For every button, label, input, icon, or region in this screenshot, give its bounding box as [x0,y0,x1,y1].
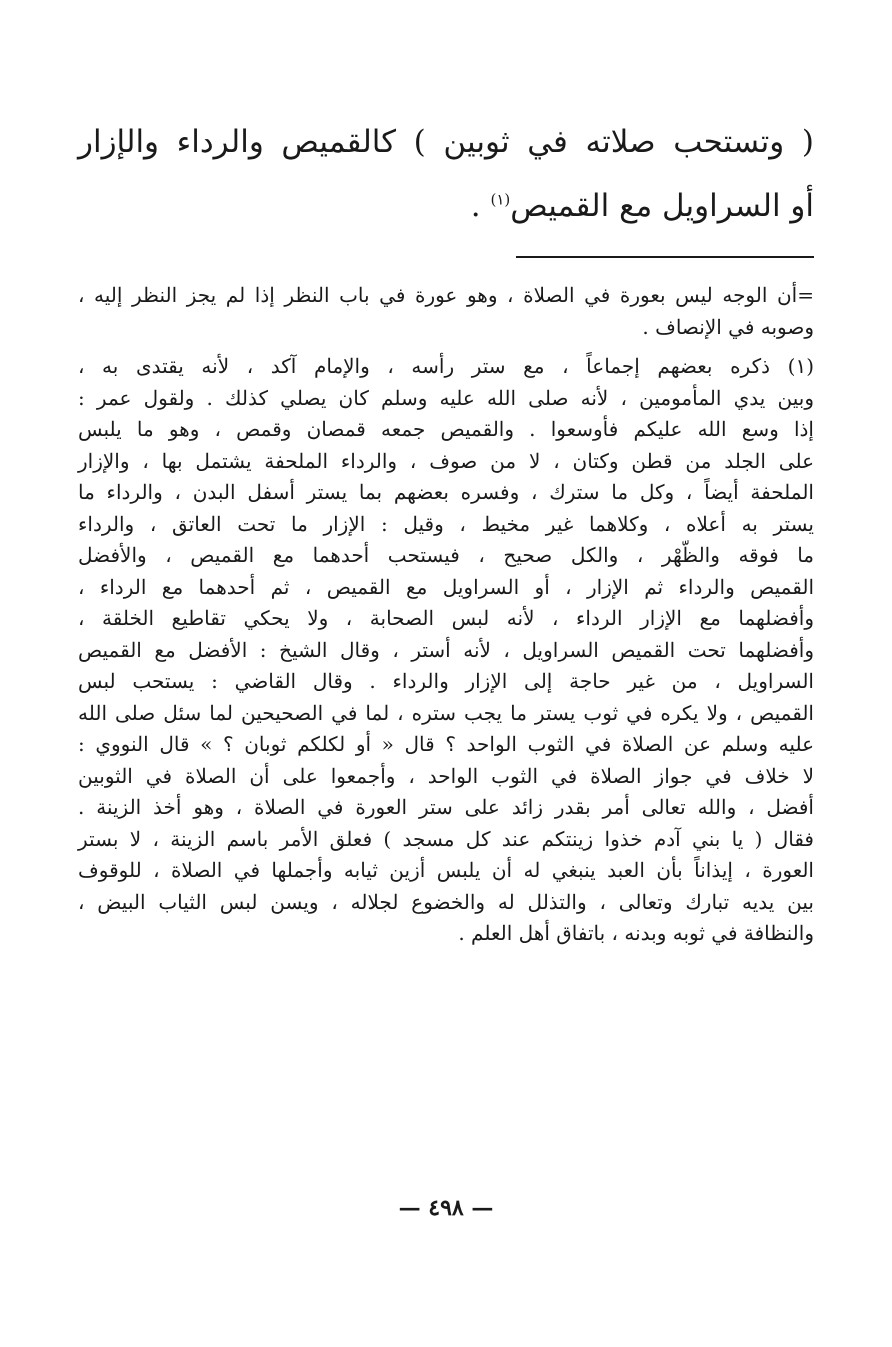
footnote-line: على الجلد من قطن وكتان ، لا من صوف ، والرداء الملحفة يشتمل بها ، والإزار [78,448,814,473]
footnote-gap [78,343,814,351]
main-text-line-1: ( وتستحب صلاته في ثوبين ) كالقميص والرداء والإزار [78,124,814,160]
footnote-line: لا خلاف في جواز الصلاة في الثوب الواحد ، وأجمعوا على أن الصلاة في الثوبين [78,763,814,788]
footnote-line: القميص ، ولا يكره في ثوب يستر ما يجب ستره ، لما في الصحيحين لما سئل صلى الله [78,700,814,725]
footnote-line: فقال ( يا بني آدم خذوا زينتكم عند كل مسجد ) فعلق الأمر باسم الزينة ، لا بستر [78,826,814,851]
main-text-line-2 [78,174,814,238]
footnote-line: الملحفة أيضاً ، وكل ما سترك ، وفسره بعضهم بما يستر أسفل البدن ، والرداء ما [78,480,814,504]
footnote-line: إذا وسع الله عليكم فأوسعوا . والقميص جمعه قمصان وقمص ، وهو ما يلبس [78,417,814,441]
page-number: — ٤٩٨ — [398,1195,494,1221]
footnote-line: القميص والرداء ثم الإزار ، أو السراويل مع القميص ، ثم أحدهما مع الرداء ، [78,574,814,599]
footnote-line: (١) ذكره بعضهم إجماعاً ، مع ستر رأسه ، والإمام آكد ، لأنه يقتدى به ، [78,354,814,378]
footnotes [78,280,814,950]
main-text-end-mark: . [470,188,481,224]
footnote-line: العورة ، إيذاناً بأن العبد ينبغي له أن يلبس أزين ثيابه وأجملها في الصلاة ، للوقوف [78,858,814,882]
footnote-line: وأفضلهما تحت القميص السراويل ، لأنه أستر ، وقال الشيخ : الأفضل مع القميص [78,637,814,662]
footnote-separator-rule [516,256,814,258]
footnote-continuation [78,280,814,343]
footnote-line: يستر به أعلاه ، وكلاهما غير مخيط ، وقيل : الإزار ما تحت العاتق ، والرداء [78,511,814,536]
footnote-1 [78,351,814,950]
main-text-line-2-text: أو السراويل مع القميص [510,188,814,224]
footnote-line: وبين يدي المأمومين ، لأنه صلى الله عليه وسلم كان يصلي كذلك . ولقول عمر : [78,385,814,410]
footnote-line: أفضل ، والله تعالى أمر بقدر زائد على ستر العورة في الصلاة ، وهو أخذ الزينة . [78,795,814,819]
footnote-line: السراويل ، من غير حاجة إلى الإزار والرداء . وقال القاضي : يستحب لبس [78,669,814,693]
footnote-line: =أن الوجه ليس بعورة في الصلاة ، وهو عورة في باب النظر إذا لم يجز النظر إليه ، [78,283,814,307]
footnote-reference-1: (١) [490,190,511,209]
footnote-line: بين يديه تبارك وتعالى ، والتذلل له والخضوع لجلاله ، ويسن لبس الثياب البيض ، [78,889,814,914]
footnote-line: عليه وسلم عن الصلاة في الثوب الواحد ؟ قال « أو لكلكم ثوبان ؟ » قال النووي : [78,732,814,756]
main-text [78,110,814,238]
footnote-line: والنظافة في ثوبه وبدنه ، باتفاق أهل العلم . [458,921,814,945]
footnote-line: وصوبه في الإنصاف . [642,314,814,339]
footnote-line: ما فوقه والظّهْر ، والكل صحيح ، فيستحب أحدهما مع القميص ، والأفضل [78,543,814,567]
footnote-line: وأفضلهما مع الإزار الرداء ، لأنه لبس الصحابة ، ولا يحكي تقاطيع الخلقة ، [78,606,814,630]
